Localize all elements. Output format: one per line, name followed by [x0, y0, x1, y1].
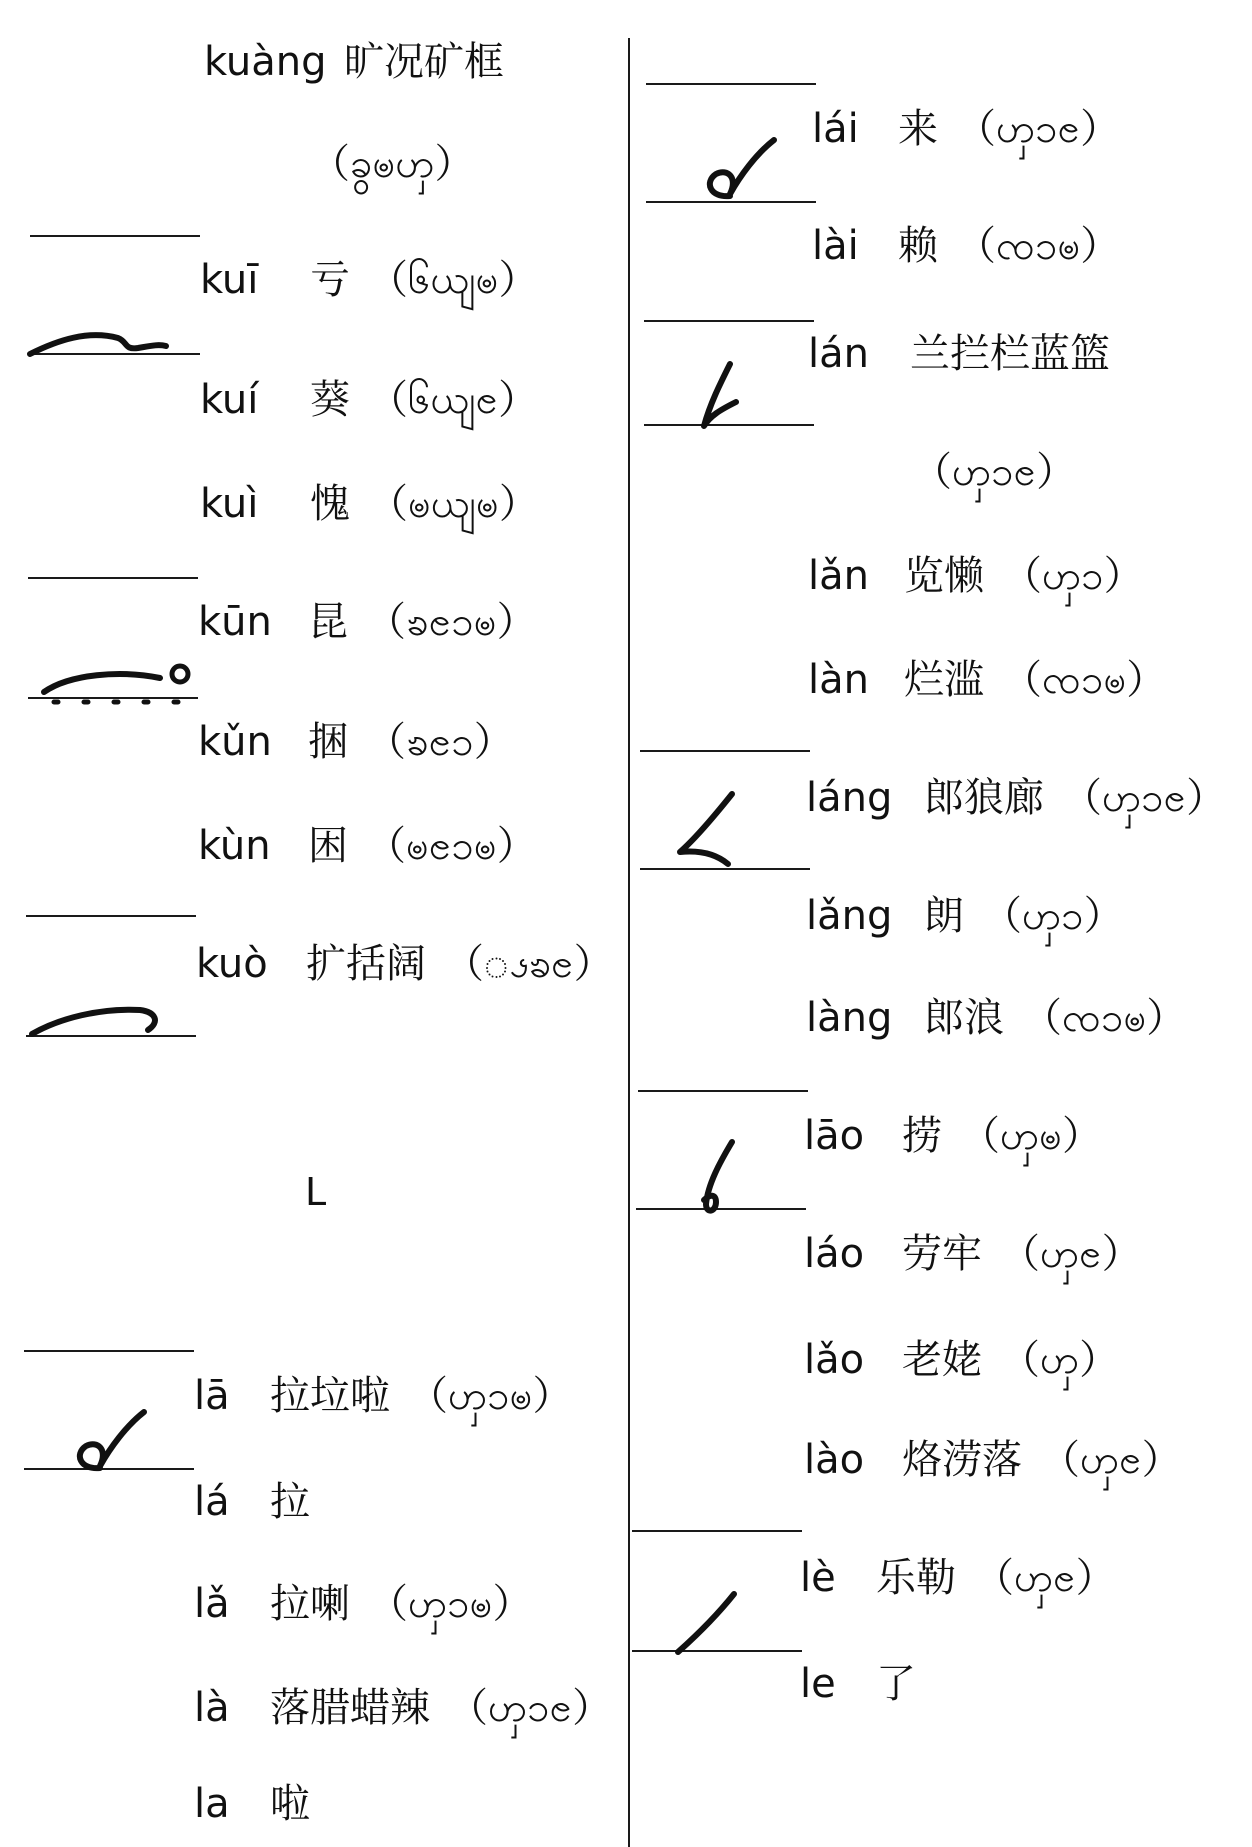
script-spelling: （ၯၔ）	[1040, 1437, 1182, 1483]
hanzi: 览懒	[904, 553, 984, 599]
hanzi: 旷况矿框	[344, 39, 504, 85]
rule-line	[644, 320, 814, 322]
shorthand-sign-lai	[700, 136, 780, 206]
hanzi: 来	[898, 106, 938, 152]
pinyin: làn	[808, 657, 869, 703]
entry-la-2	[194, 1478, 328, 1526]
entry-lai-1	[812, 105, 1120, 153]
rule-line	[646, 83, 816, 85]
rule-line	[638, 1090, 808, 1092]
rule-line	[30, 235, 200, 237]
pinyin: láng	[806, 775, 893, 821]
shorthand-sign-lan	[690, 360, 750, 430]
entry-le-1	[800, 1554, 1116, 1602]
shorthand-sign-kun	[40, 660, 200, 710]
pinyin: lán	[808, 331, 869, 377]
entry-la-3	[194, 1580, 533, 1628]
pinyin: kǔn	[198, 719, 272, 765]
hanzi: 朗	[924, 893, 964, 939]
script-spelling: （ၯၥၑ）	[408, 1373, 573, 1419]
entry-kuang-script: （ခွၑၯ）	[310, 141, 475, 187]
pinyin: lǎ	[194, 1581, 230, 1627]
entry-kuo	[196, 940, 614, 988]
hanzi: 老姥	[902, 1337, 982, 1383]
pinyin: lǎng	[806, 893, 893, 939]
hanzi: 愧	[310, 481, 350, 527]
pinyin: láo	[804, 1231, 865, 1277]
entry-kun-2	[198, 718, 514, 766]
hanzi: 烙涝落	[902, 1437, 1022, 1483]
script-spelling: （ၯ）	[1000, 1337, 1120, 1383]
entry-kuang	[204, 38, 522, 86]
rule-line	[26, 915, 196, 917]
script-spelling: （ၯၥၔ）	[1062, 775, 1227, 821]
pinyin: le	[800, 1661, 836, 1707]
entry-lang-3	[806, 994, 1186, 1042]
entry-kui-2	[200, 376, 538, 424]
shorthand-sign-kui	[28, 320, 168, 360]
script-spelling: （ၸၥၑ）	[1002, 657, 1167, 703]
entry-lang-2	[806, 892, 1124, 940]
pinyin: lè	[800, 1555, 836, 1601]
pinyin: lǎo	[804, 1337, 865, 1383]
hanzi: 捞	[902, 1113, 942, 1159]
entry-lao-2	[804, 1230, 1142, 1278]
entry-la-4	[194, 1684, 612, 1732]
entry-lan-first	[808, 330, 1128, 378]
script-spelling: （ၶၔၥၑ）	[366, 599, 537, 645]
hanzi: 捆	[308, 719, 348, 765]
entry-lao-1	[804, 1112, 1102, 1160]
hanzi: 葵	[310, 377, 350, 423]
pinyin: kuī	[200, 257, 259, 303]
script-spelling: （ၯၑ）	[960, 1113, 1102, 1159]
rule-line	[632, 1530, 802, 1532]
hanzi: 兰拦栏蓝篮	[910, 331, 1110, 377]
column-divider	[628, 38, 630, 1847]
entry-lao-4	[804, 1436, 1182, 1484]
pinyin: kùn	[198, 823, 271, 869]
hanzi: 困	[308, 823, 348, 869]
script-spelling: （ၯၥ）	[982, 893, 1124, 939]
entry-kun-1	[198, 598, 537, 646]
pinyin: lāo	[804, 1113, 865, 1159]
pinyin: kuì	[200, 481, 259, 527]
script-spelling: （ၶၔၥ）	[366, 719, 514, 765]
entry-la-1	[194, 1372, 573, 1420]
hanzi: 了	[876, 1661, 916, 1707]
script-spelling: （ၯၔ）	[974, 1555, 1116, 1601]
script-spelling: （ၯၥၑ）	[368, 1581, 533, 1627]
entry-lan-2	[808, 552, 1144, 600]
shorthand-sign-lang	[676, 790, 746, 870]
hanzi: 扩括阔	[306, 941, 426, 987]
entry-lang-1	[806, 774, 1226, 822]
pinyin: kuò	[196, 941, 268, 987]
entry-lan-3	[808, 656, 1166, 704]
script-spelling: （၆ယျၑ）	[368, 257, 539, 303]
script-spelling: （၆ယျၔ）	[368, 377, 539, 423]
pinyin: lā	[194, 1373, 230, 1419]
shorthand-sign-le	[672, 1590, 742, 1660]
pinyin: kūn	[198, 599, 272, 645]
pinyin: lái	[812, 106, 859, 152]
rule-line	[640, 750, 810, 752]
hanzi: 昆	[308, 599, 348, 645]
hanzi: 烂滥	[904, 657, 984, 703]
hanzi: 乐勒	[876, 1555, 956, 1601]
pinyin: kuí	[200, 377, 259, 423]
hanzi: 亏	[310, 257, 350, 303]
hanzi: 落腊蜡辣	[270, 1685, 430, 1731]
entry-la-5	[194, 1780, 328, 1828]
script-spelling: （ၑယျၑ）	[368, 481, 539, 527]
hanzi: 郎浪	[924, 995, 1004, 1041]
hanzi: 啦	[270, 1781, 310, 1827]
hanzi: 赖	[898, 223, 938, 269]
section-letter: L	[305, 1170, 327, 1214]
hanzi: 拉喇	[270, 1581, 350, 1627]
pinyin: la	[194, 1781, 230, 1827]
entry-le-2	[800, 1660, 934, 1708]
hanzi: 拉垃啦	[270, 1373, 390, 1419]
rule-line	[28, 577, 198, 579]
pinyin: kuàng	[204, 39, 327, 85]
script-spelling: （ၯၥ）	[1002, 553, 1144, 599]
script-spelling: （ၯၥၔ）	[448, 1685, 613, 1731]
pinyin: lào	[804, 1437, 865, 1483]
script-spelling: （ၖၶၔ）	[444, 941, 614, 987]
entry-kui-3	[200, 480, 539, 528]
entry-kui-1	[200, 256, 539, 304]
pinyin: lài	[812, 223, 859, 269]
shorthand-sign-kuo	[30, 1000, 160, 1040]
script-spelling: （ၸၥၑ）	[1022, 995, 1187, 1041]
pinyin: làng	[806, 995, 893, 1041]
pinyin: lǎn	[808, 553, 869, 599]
entry-lao-3	[804, 1336, 1119, 1384]
pinyin: lá	[194, 1479, 230, 1525]
entry-lai-2	[812, 222, 1120, 270]
entry-lan-first-script: （ၯၥၔ）	[912, 449, 1077, 495]
shorthand-sign-la	[70, 1408, 150, 1478]
script-spelling: （ၸၥၑ）	[956, 223, 1121, 269]
pinyin: là	[194, 1685, 230, 1731]
script-spelling: （ၯၔ）	[1000, 1231, 1142, 1277]
hanzi: 郎狼廊	[924, 775, 1044, 821]
script-spelling: （ၑၔၥၑ）	[366, 823, 537, 869]
shorthand-sign-lao	[686, 1138, 746, 1218]
hanzi: 拉	[270, 1479, 310, 1525]
rule-line	[24, 1350, 194, 1352]
script-spelling: （ၯၥၔ）	[956, 106, 1121, 152]
entry-kun-3	[198, 822, 537, 870]
hanzi: 劳牢	[902, 1231, 982, 1277]
